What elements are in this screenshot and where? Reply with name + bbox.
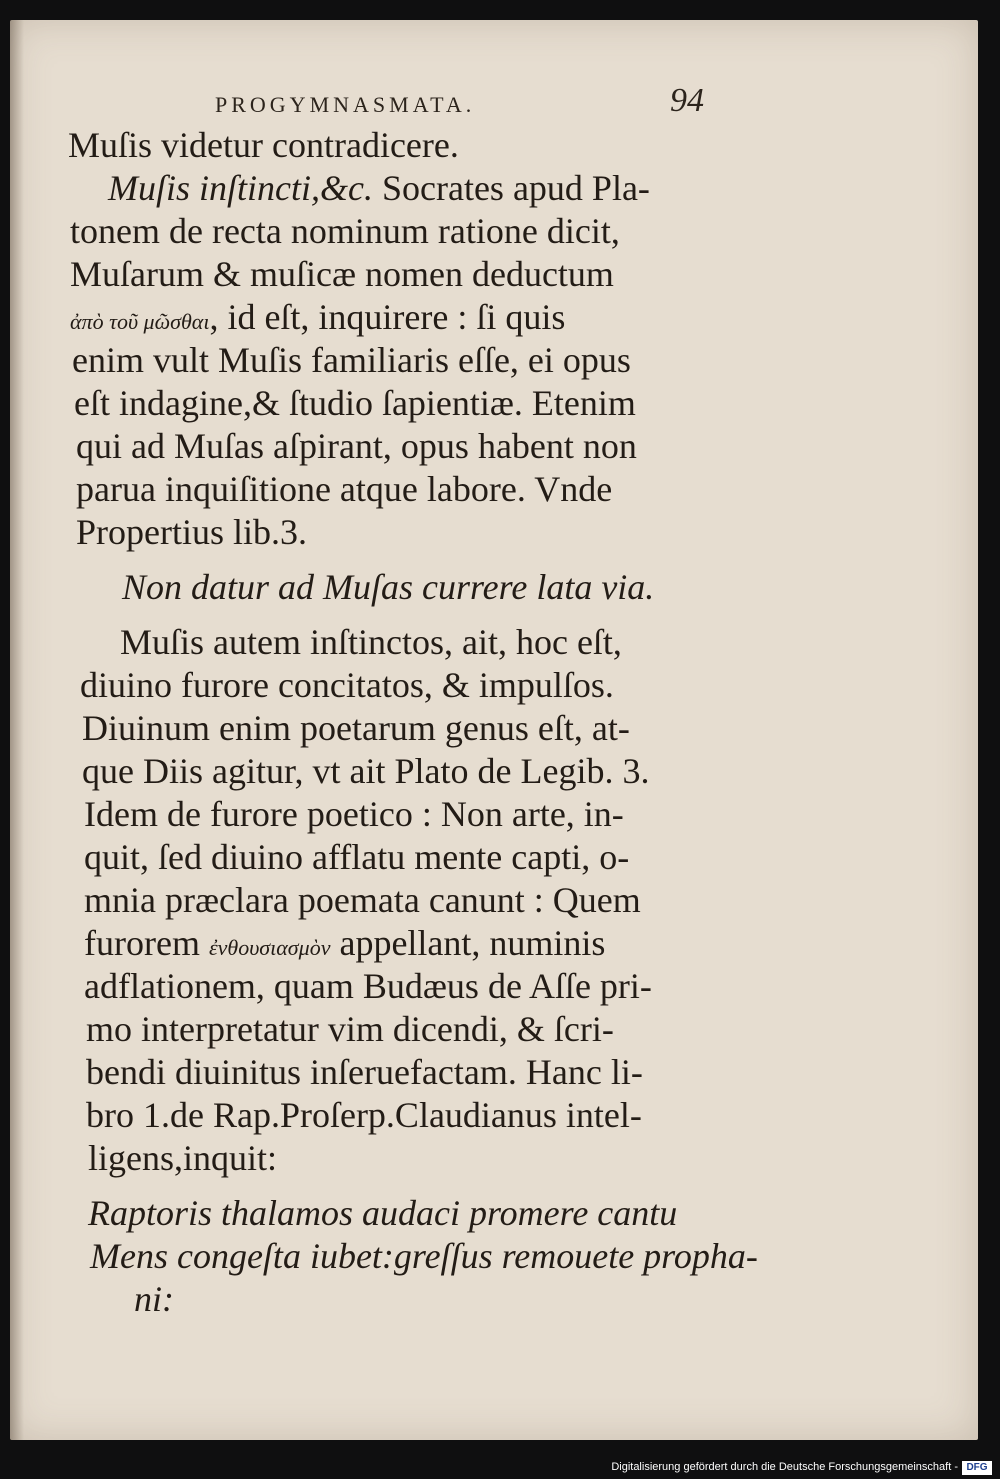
greek-text: ἐνθουσιασμὸν	[208, 935, 331, 960]
text-line: qui ad Muſas aſpirant, opus habent non	[76, 426, 637, 466]
digitization-credit: Digitalisierung gefördert durch die Deutsche Forschungsgemeinschaft -	[611, 1461, 958, 1473]
text-line: Propertius lib.3.	[76, 512, 307, 552]
text-line: tonem de recta nominum ratione dicit,	[70, 211, 620, 251]
text-span: furorem	[84, 923, 209, 963]
verse-quote: Mens congeſta iubet:greſſus remouete propha-	[90, 1236, 758, 1276]
text-line: Muſarum & muſicæ nomen deductum	[70, 254, 614, 294]
text-line: Diuinum enim poetarum genus eſt, at-	[82, 708, 630, 748]
text-line	[68, 167, 758, 210]
text-line: mnia præclara poemata canunt : Quem	[84, 880, 641, 920]
body-text	[68, 124, 758, 1321]
text-line: Muſis autem inſtinctos, ait, hoc eſt,	[120, 622, 622, 662]
text-line: eſt indagine,& ſtudio ſapientiæ. Etenim	[74, 383, 636, 423]
text-line: bro 1.de Rap.Proſerp.Claudianus intel-	[86, 1095, 642, 1135]
text-line	[68, 296, 758, 339]
text-line: quit, ſed diuino afflatu mente capti, o-	[84, 837, 630, 877]
dfg-logo: DFG	[962, 1461, 992, 1475]
text-line: Idem de furore poetico : Non arte, in-	[84, 794, 624, 834]
text-line: Muſis videtur contradicere.	[68, 125, 459, 165]
greek-text: ἀπὸ τοῦ μῶσθαι	[70, 309, 210, 334]
text-span: Socrates apud Pla-	[372, 168, 650, 208]
text-line: mo interpretatur vim dicendi, & ſcri-	[86, 1009, 614, 1049]
book-page	[10, 20, 978, 1440]
gutter-shadow	[10, 20, 24, 1440]
running-title: PROGYMNASMATA.	[215, 92, 476, 117]
lemma: Muſis inſtincti,&c.	[108, 168, 373, 208]
text-line: adflationem, quam Budæus de Aſſe pri-	[84, 966, 652, 1006]
text-line: diuino furore concitatos, & impulſos.	[80, 665, 614, 705]
text-span: appellant, numinis	[330, 923, 606, 963]
page-number: 94	[670, 82, 704, 119]
page-header	[215, 82, 715, 122]
spacer	[68, 609, 758, 621]
text-line: que Diis agitur, vt ait Plato de Legib. 3.	[82, 751, 650, 791]
text-line	[68, 922, 758, 965]
verse-quote: Non datur ad Muſas currere lata via.	[122, 567, 655, 607]
text-line: enim vult Muſis familiaris eſſe, ei opus	[72, 340, 631, 380]
verse-quote: Raptoris thalamos audaci promere cantu	[88, 1193, 678, 1233]
text-span: , id eſt, inquirere : ſi quis	[209, 297, 566, 337]
text-line: parua inquiſitione atque labore. Vnde	[76, 469, 613, 509]
spacer	[68, 554, 758, 566]
text-line: bendi diuinitus inſeruefactam. Hanc li-	[86, 1052, 643, 1092]
verse-quote: ni:	[134, 1279, 174, 1319]
spacer	[68, 1180, 758, 1192]
text-line: ligens,inquit:	[88, 1138, 277, 1178]
